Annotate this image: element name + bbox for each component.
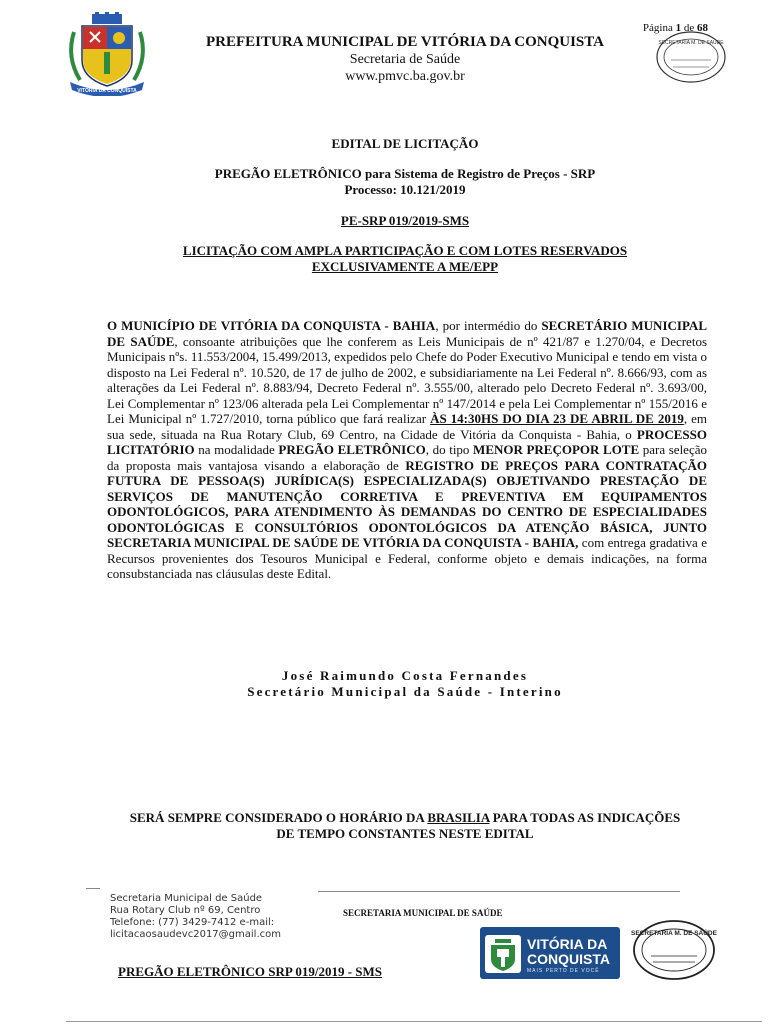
participation-heading (100, 243, 710, 275)
logo-slogan: MAIS PERTO DE VOCÊ (527, 968, 600, 974)
footer-address: Secretaria Municipal de Saúde Rua Rotary Club nº 69, Centro Telefone: (77) 3429-7412 e-mail: licitacaosaudevc2017@gmail.com (110, 893, 330, 941)
logo-text-line2: CONQUISTA (527, 951, 610, 967)
page-bottom-rule (66, 1021, 762, 1022)
signatory-name: José Raimundo Costa Fernandes (281, 668, 529, 683)
logo-text-line1: VITÓRIA DA (527, 936, 608, 952)
city-emblem-icon (483, 933, 523, 975)
footer-divider (318, 891, 680, 892)
timezone-notice: SERÁ SEMPRE CONSIDERADO O HORÁRIO DA BRASILIA PARA TODAS AS INDICAÇÕES DE TEMPO CONSTANTES NESTE EDITAL (129, 810, 681, 841)
process-number: Processo: 10.121/2019 (344, 182, 466, 197)
stamp-top-text: SECRETARIA M. DE SAÚDE (658, 40, 724, 46)
crest-ribbon-text: VITÓRIA DA CONQUISTA (77, 88, 137, 94)
footer-secretaria-label: SECRETARIA MUNICIPAL DE SAÚDE (343, 908, 503, 918)
stamp-bottom-text: SECRETARIA M. DE SAÚDE (631, 930, 717, 937)
footer-pregao-reference: PREGÃO ELETRÔNICO SRP 019/2019 - SMS (118, 964, 383, 979)
page-number: Página 1 de 68 (642, 22, 708, 34)
municipal-crest-logo (62, 12, 152, 96)
participation-heading-line1: LICITAÇÃO COM AMPLA PARTICIPAÇÃO E COM LOTES RESERVADOS (182, 243, 628, 258)
participation-heading-line2: EXCLUSIVAMENTE A ME/EPP (311, 259, 499, 274)
pregao-subtitle: PREGÃO ELETRÔNICO para Sistema de Registro de Preços - SRP (214, 166, 596, 181)
secretaria-stamp-top (655, 30, 727, 85)
secretaria-stamp-bottom (631, 918, 717, 982)
org-website[interactable]: www.pmvc.ba.gov.br (345, 69, 465, 84)
footer-email[interactable]: licitacaosaudevc2017@gmail.com (110, 929, 281, 940)
org-subtitle: Secretaria de Saúde (349, 52, 461, 67)
edital-body-paragraph: O MUNICÍPIO DE VITÓRIA DA CONQUISTA - BAHIA, por intermédio do SECRETÁRIO MUNICIPAL DE SAÚDE, consoante atribuições que lhe conferem as Leis Municipais de nº 421/87 e 1.270/04, e Decretos Municipais nºs. 11.553/2004, 15.499/2013, expedidos pelo Chefe do Poder Executivo Municipal e tendo em vista o disposto na Lei Federal nº. 10.520, de 17 de julho de 2002, e subsidiariamente na Lei Federal nº. 8.666/93, com as alterações da Lei Federal nº. 8.883/94, Decreto Federal nº. 3.555/00, alterado pelo Decreto Federal nº. 3.693/00, Lei Complementar nº 123/06 alterada pela Lei Complementar nº 147/2014 e pela Lei Complementar nº 155/2016 e Lei Municipal nº 1.727/2010, torna público que fará realizar ÀS 14:30HS DO DIA 23 DE ABRIL DE 2019, em sua sede, situada na Rua Rotary Club, 69 Centro, na Cidade de Vitória da Conquista - Bahia, o PROCESSO LICITATÓRIO na modalidade PREGÃO ELETRÔNICO, do tipo MENOR PREÇOPOR LOTE para seleção da proposta mais vantajosa visando a elaboração de REGISTRO DE PREÇOS PARA CONTRATAÇÃO FUTURA DE PESSOA(S) JURÍDICA(S) ESPECIALIZADA(S) OBJETIVANDO PRESTAÇÃO DE SERVIÇOS DE MANUTENÇÃO CORRETIVA E PREVENTIVA EM EQUIPAMENTOS ODONTOLÓGICOS, PARA ATENDIMENTO ÀS DEMANDAS DO CENTRO DE ESPECIALIDADES ODONTOLÓGICAS E CONSULTÓRIOS ODONTOLÓGICOS DA ATENÇÃO BÁSICA, JUNTO SECRETARIA MUNICIPAL DE SAÚDE DE VITÓRIA DA CONQUISTA - BAHIA, com entrega gradativa e Recursos provenientes dos Tesouros Municipal e Federal, conforme objeto e demais indicações, na forma consubstanciada nas cláusulas deste Edital. (107, 318, 708, 581)
signatory-role: Secretário Municipal da Saúde - Interino (247, 684, 563, 699)
edital-code: PE-SRP 019/2019-SMS (340, 213, 470, 228)
document-title: EDITAL DE LICITAÇÃO (331, 136, 479, 151)
org-name: PREFEITURA MUNICIPAL DE VITÓRIA DA CONQUISTA (206, 34, 604, 50)
footer-dash (86, 888, 100, 889)
